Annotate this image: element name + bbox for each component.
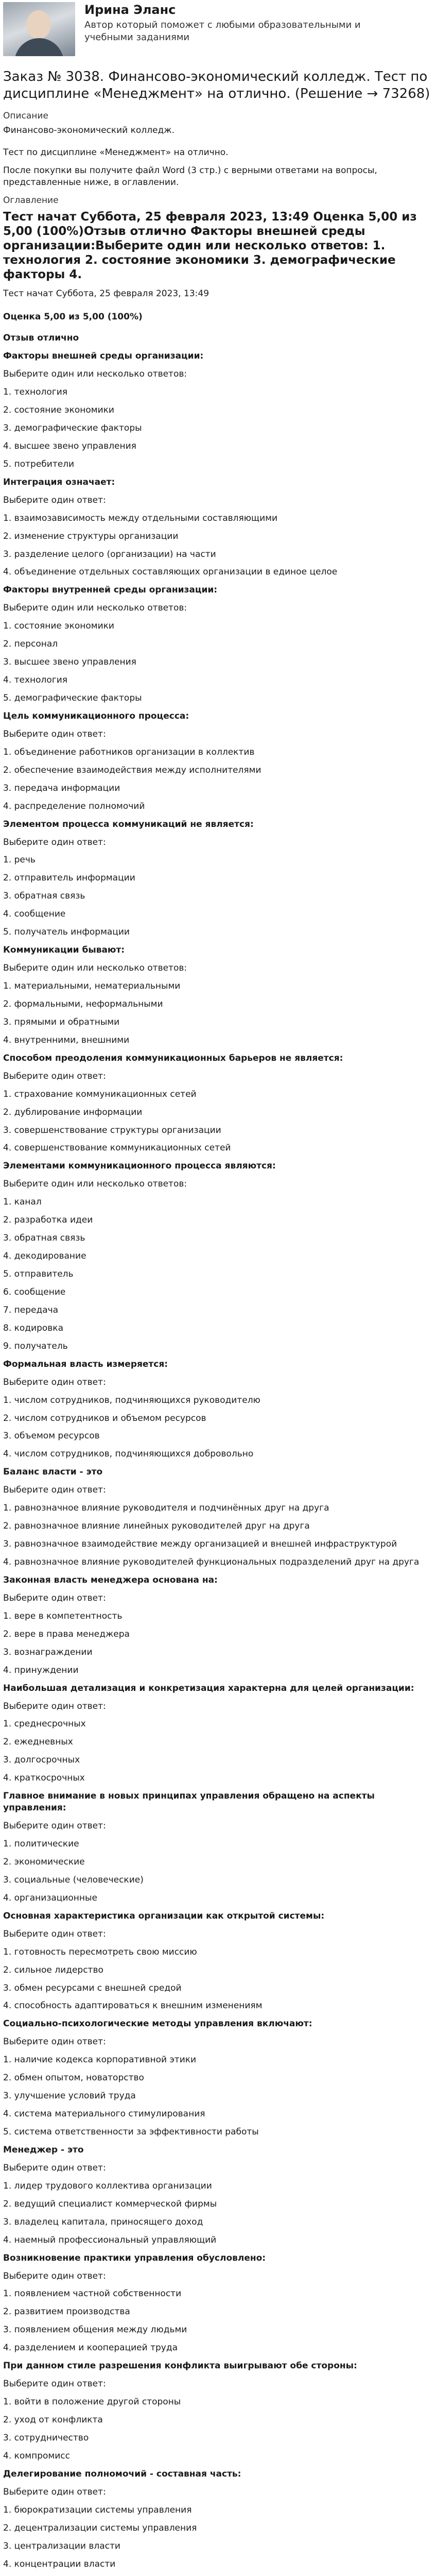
answer-option: 3. совершенствование структуры организации xyxy=(3,1125,221,1136)
score: Оценка 5,00 из 5,00 (100%) xyxy=(3,312,143,323)
answer-option: 4. декодирование xyxy=(3,1251,86,1262)
answer-option: 1. вере в компетентность xyxy=(3,1611,123,1621)
answer-option: 6. сообщение xyxy=(3,1286,66,1297)
answer-option: 1. среднесрочных xyxy=(3,1719,86,1730)
answer-option: 3. вознаграждении xyxy=(3,1647,93,1657)
question-title: Наибольшая детализация и конкретизация характерна для целей организации: xyxy=(3,1683,414,1693)
answer-option: 2. обмен опытом, новаторство xyxy=(3,2073,144,2083)
question-title: Законная власть менеджера основана на: xyxy=(3,1574,218,1585)
answer-option: 3. высшее звено управления xyxy=(3,657,136,668)
answer-option: 2. изменение структуры организации xyxy=(3,531,179,541)
question-block xyxy=(3,944,433,1046)
question-instruction: Выберите один ответ: xyxy=(3,2379,106,2389)
answer-option: 4. организационные xyxy=(3,1892,97,1903)
question-instruction: Выберите один ответ: xyxy=(3,1377,106,1387)
answer-option: 4. сообщение xyxy=(3,909,66,920)
description-line: После покупки вы получите файл Word (3 стр.) с верными ответами на вопросы, представленные ниже, в оглавлении. xyxy=(3,165,377,188)
answer-option: 2. числом сотрудников и объемом ресурсов xyxy=(3,1413,206,1423)
question-block xyxy=(3,2018,433,2138)
question-block xyxy=(3,332,433,344)
question-instruction: Выберите один ответ: xyxy=(3,1071,106,1081)
description-line: Тест по дисциплине «Менеджмент» на отлично. xyxy=(3,147,229,158)
question-title: Менеджер - это xyxy=(3,2144,84,2155)
question-block xyxy=(3,710,433,812)
answer-option: 1. технология xyxy=(3,387,68,398)
answer-option: 4. краткосрочных xyxy=(3,1773,85,1784)
question-title: Элементом процесса коммуникаций не является: xyxy=(3,819,254,829)
description-label: Описание xyxy=(3,110,48,121)
question-block xyxy=(3,2468,433,2570)
question-title: Делегирование полномочий - составная часть: xyxy=(3,2468,241,2479)
answer-option: 1. появлением частной собственности xyxy=(3,2289,182,2299)
answer-option: 3. обратная связь xyxy=(3,891,85,902)
answer-option: 2. развитием производства xyxy=(3,2307,130,2317)
answer-option: 1. готовность пересмотреть свою миссию xyxy=(3,1946,197,1957)
author-header xyxy=(3,0,433,65)
question-title: Баланс власти - это xyxy=(3,1467,103,1478)
question-block xyxy=(3,2144,433,2246)
answer-option: 1. наличие кодекса корпоративной этики xyxy=(3,2055,197,2065)
answer-option: 3. долгосрочных xyxy=(3,1755,80,1766)
answer-option: 2. децентрализации системы управления xyxy=(3,2522,197,2533)
answer-option: 5. получатель информации xyxy=(3,927,130,938)
answer-option: 3. демографические факторы xyxy=(3,422,142,433)
question-instruction: Выберите один или несколько ответов: xyxy=(3,369,187,380)
question-instruction: Выберите один ответ: xyxy=(3,1592,106,1603)
answer-option: 1. речь xyxy=(3,855,36,866)
question-block xyxy=(3,1790,433,1904)
question-title: Главное внимание в новых принципах управления обращено на аспекты управления: xyxy=(3,1791,375,1814)
answer-option: 3. социальные (человеческие) xyxy=(3,1874,144,1885)
question-instruction: Выберите один ответ: xyxy=(3,1821,106,1832)
answer-option: 4. равнозначное влияние руководителей функциональных подразделений друг на друга xyxy=(3,1557,420,1568)
question-block xyxy=(3,1466,433,1568)
question-block xyxy=(3,1910,433,2012)
answer-option: 5. демографические факторы xyxy=(3,693,142,704)
question-instruction: Выберите один ответ: xyxy=(3,2037,106,2047)
answer-option: 7. передача xyxy=(3,1304,59,1315)
test-header: Тест начат Суббота, 25 февраля 2023, 13:49 Оценка 5,00 из 5,00 (100%)Отзыв отлично Факторы внешней среды организации:Выберите один или несколько ответов: 1. технология 2. состояние экономики 3. демографические факторы 4. xyxy=(3,210,417,282)
answer-option: 3. сотрудничество xyxy=(3,2432,89,2443)
answer-option: 3. появлением общения между людьми xyxy=(3,2325,187,2335)
answer-option: 1. страхование коммуникационных сетей xyxy=(3,1089,197,1099)
question-title: Интеграция означает: xyxy=(3,477,115,487)
answer-option: 2. сильное лидерство xyxy=(3,1964,103,1975)
question-instruction: Выберите один или несколько ответов: xyxy=(3,963,187,974)
answer-option: 4. распределение полномочий xyxy=(3,801,145,811)
answer-option: 1. объединение работников организации в коллектив xyxy=(3,747,255,757)
answer-option: 4. числом сотрудников, подчиняющихся добровольно xyxy=(3,1449,254,1460)
question-block xyxy=(3,1160,433,1352)
question-instruction: Выберите один ответ: xyxy=(3,2270,106,2281)
question-list xyxy=(3,332,433,2570)
answer-option: 1. войти в положение другой стороны xyxy=(3,2397,181,2408)
answer-option: 2. ведущий специалист коммерческой фирмы xyxy=(3,2198,217,2209)
answer-option: 1. равнозначное влияние руководителя и подчинённых друг на друга xyxy=(3,1503,329,1514)
question-instruction: Выберите один или несколько ответов: xyxy=(3,603,187,614)
answer-option: 3. улучшение условий труда xyxy=(3,2091,136,2102)
question-block xyxy=(3,1053,433,1155)
answer-option: 2. отправитель информации xyxy=(3,873,135,884)
answer-option: 9. получатель xyxy=(3,1341,68,1351)
answer-option: 4. наемный профессиональный управляющий xyxy=(3,2234,217,2245)
answer-option: 3. владелец капитала, приносящего доход xyxy=(3,2216,203,2227)
question-instruction: Выберите один ответ: xyxy=(3,1928,106,1939)
question-instruction: Выберите один ответ: xyxy=(3,2162,106,2173)
author-description: Автор который поможет с любыми образовательными и учебными заданиями xyxy=(84,20,361,43)
question-block xyxy=(3,1683,433,1785)
question-instruction: Выберите один ответ: xyxy=(3,1701,106,1711)
answer-option: 1. состояние экономики xyxy=(3,621,114,632)
answer-option: 2. вере в права менеджера xyxy=(3,1629,130,1639)
answer-option: 4. объединение отдельных составляющих организации в единое целое xyxy=(3,567,338,578)
answer-option: 4. компромисс xyxy=(3,2450,70,2461)
answer-option: 3. прямыми и обратными xyxy=(3,1016,120,1027)
question-title: Возникновение практики управления обусловлено: xyxy=(3,2252,266,2263)
question-title: Коммуникации бывают: xyxy=(3,945,125,956)
answer-option: 5. потребители xyxy=(3,459,75,469)
answer-option: 1. бюрократизации системы управления xyxy=(3,2504,192,2515)
answer-option: 2. уход от конфликта xyxy=(3,2415,103,2426)
question-title: Элементами коммуникационного процесса являются: xyxy=(3,1161,276,1172)
question-instruction: Выберите один ответ: xyxy=(3,1485,106,1496)
order-title: Заказ № 3038. Финансово-экономический колледж. Тест по дисциплине «Менеджмент» на отлично. (Решение → 73268) xyxy=(3,69,430,102)
question-title: При данном стиле разрешения конфликта выигрывают обе стороны: xyxy=(3,2361,357,2371)
question-block xyxy=(3,584,433,704)
answer-option: 4. высшее звено управления xyxy=(3,440,136,451)
question-title: Основная характеристика организации как открытой системы: xyxy=(3,1910,325,1921)
author-info xyxy=(84,2,373,44)
answer-option: 2. равнозначное влияние линейных руководителей друг на друга xyxy=(3,1521,310,1532)
answer-option: 3. централизации власти xyxy=(3,2540,120,2551)
answer-option: 5. отправитель xyxy=(3,1269,74,1280)
answer-option: 8. кодировка xyxy=(3,1323,63,1333)
question-instruction: Выберите один ответ: xyxy=(3,837,106,848)
answer-option: 2. разработка идеи xyxy=(3,1215,93,1226)
answer-option: 1. числом сотрудников, подчиняющихся руководителю xyxy=(3,1395,260,1405)
answer-option: 2. дублирование информации xyxy=(3,1107,143,1117)
description-line: Финансово-экономический колледж. xyxy=(3,125,175,136)
author-avatar[interactable] xyxy=(3,2,75,56)
answer-option: 3. обратная связь xyxy=(3,1233,85,1244)
answer-option: 4. система материального стимулирования xyxy=(3,2109,205,2120)
answer-option: 2. персонал xyxy=(3,639,58,650)
question-title: Социально-психологические методы управления включают: xyxy=(3,2019,312,2029)
answer-option: 4. способность адаптироваться к внешним изменениям xyxy=(3,2001,263,2011)
answer-option: 2. состояние экономики xyxy=(3,405,114,416)
question-title: Способом преодоления коммуникационных барьеров не является: xyxy=(3,1053,343,1063)
answer-option: 1. политические xyxy=(3,1839,79,1850)
question-block xyxy=(3,2252,433,2354)
answer-option: 1. лидер трудового коллектива организации xyxy=(3,2180,212,2191)
question-title: Факторы внешней среды организации: xyxy=(3,351,204,362)
question-block xyxy=(3,1574,433,1676)
question-block xyxy=(3,350,433,470)
answer-option: 4. принуждении xyxy=(3,1665,79,1675)
answer-option: 3. объемом ресурсов xyxy=(3,1431,100,1442)
answer-option: 4. внутренними, внешними xyxy=(3,1035,130,1045)
test-started: Тест начат Суббота, 25 февраля 2023, 13:49 xyxy=(3,289,210,299)
answer-option: 1. канал xyxy=(3,1197,42,1208)
answer-option: 4. концентрации власти xyxy=(3,2558,116,2569)
question-instruction: Выберите один ответ: xyxy=(3,2486,106,2497)
toc-label: Оглавление xyxy=(3,195,59,206)
answer-option: 3. обмен ресурсами с внешней средой xyxy=(3,1982,182,1993)
question-block xyxy=(3,819,433,939)
answer-option: 2. экономические xyxy=(3,1856,85,1867)
answer-option: 5. система ответственности за эффективности работы xyxy=(3,2127,259,2138)
answer-option: 4. совершенствование коммуникационных сетей xyxy=(3,1143,231,1154)
question-title: Факторы внутренней среды организации: xyxy=(3,585,218,596)
question-instruction: Выберите один или несколько ответов: xyxy=(3,1179,187,1190)
question-instruction: Выберите один ответ: xyxy=(3,728,106,739)
answer-option: 2. формальными, неформальными xyxy=(3,998,163,1009)
question-title: Отзыв отлично xyxy=(3,333,79,344)
question-block xyxy=(3,477,433,579)
answer-option: 2. обеспечение взаимодействия между исполнителями xyxy=(3,765,261,775)
answer-option: 2. ежедневных xyxy=(3,1737,73,1748)
answer-option: 1. взаимозависимость между отдельными составляющими xyxy=(3,513,277,523)
question-block xyxy=(3,1359,433,1461)
answer-option: 4. разделением и кооперацией труда xyxy=(3,2343,178,2353)
answer-option: 3. передача информации xyxy=(3,783,120,793)
author-name[interactable]: Ирина Эланс xyxy=(84,3,176,17)
answer-option: 3. разделение целого (организации) на части xyxy=(3,549,216,560)
answer-option: 4. технология xyxy=(3,675,68,686)
question-title: Формальная власть измеряется: xyxy=(3,1359,168,1369)
answer-option: 1. материальными, нематериальными xyxy=(3,981,181,992)
question-block xyxy=(3,2360,433,2462)
answer-option: 3. равнозначное взаимодействие между организацией и внешней инфраструктурой xyxy=(3,1539,397,1550)
question-title: Цель коммуникационного процесса: xyxy=(3,710,189,721)
question-instruction: Выберите один ответ: xyxy=(3,495,106,505)
